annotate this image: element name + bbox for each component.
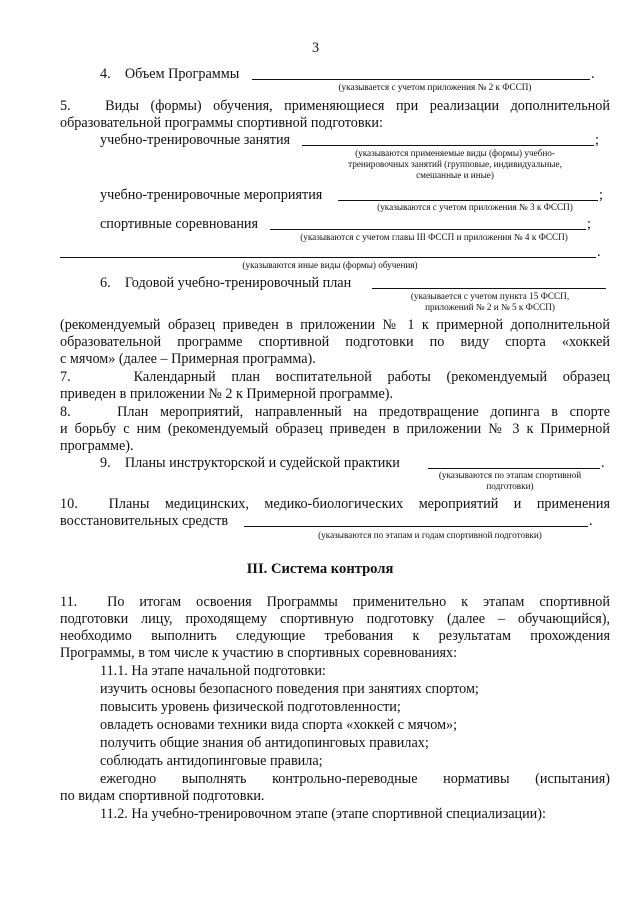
events-end: ;: [599, 187, 603, 203]
item4-label: 4. Объем Программы: [100, 66, 240, 82]
bullet-2: повысить уровень физической подготовленности;: [100, 699, 401, 715]
item6-cont2: образовательной программе спортивной подготовки по виду спорта «хоккей: [60, 334, 610, 350]
training-note: (указываются применяемые виды (формы) учебно-тренировочных занятий (групповые, индивидуальные, смешанные и иные): [348, 148, 562, 180]
section-title: III. Система контроля: [246, 561, 394, 577]
item6-cont3: с мячом» (далее – Примерная программа).: [60, 351, 316, 367]
bullet-3: овладеть основами техники вида спорта «хоккей с мячом»;: [100, 717, 458, 733]
item6-note: (указывается с учетом пункта 15 ФССП, приложений № 2 и № 5 к ФССП): [410, 291, 570, 312]
item9-blank: [428, 468, 600, 469]
events-label: учебно-тренировочные мероприятия: [100, 187, 323, 203]
item9-label: 9. Планы инструкторской и судейской практики: [100, 455, 400, 471]
events-note: (указываются с учетом приложения № 3 к ФССП): [377, 202, 573, 212]
events-blank: [338, 200, 598, 201]
item8-line2: и борьбу с ним (рекомендуемый образец приведен в приложении № 3 к Примерной: [60, 421, 610, 437]
item6-blank: [372, 288, 606, 289]
item7-line2: приведен в приложении № 2 к Примерной программе).: [60, 386, 394, 402]
p11-line3: необходимо выполнить следующие требования к результатам прохождения: [60, 628, 610, 644]
competitions-note: (указываются с учетом главы III ФССП и приложения № 4 к ФССП): [300, 232, 568, 242]
competitions-blank: [270, 229, 586, 230]
training-label: учебно-тренировочные занятия: [100, 132, 291, 148]
bullet-4: получить общие знания об антидопинговых правилах;: [100, 735, 429, 751]
item4-note: (указывается с учетом приложения № 2 к ФССП): [338, 82, 532, 92]
bullet-6-line2: по видам спортивной подготовки.: [60, 788, 265, 804]
item6-label: 6. Годовой учебно-тренировочный план: [100, 275, 352, 291]
item10-note: (указываются по этапам и годам спортивной подготовки): [318, 530, 542, 540]
item10-line2: восстановительных средств: [60, 513, 229, 529]
competitions-end: ;: [587, 216, 591, 232]
p11-line1: 11. По итогам освоения Программы применительно к этапам спортивной: [60, 594, 610, 610]
item10-line1: 10. Планы медицинских, медико-биологических мероприятий и применения: [60, 496, 610, 512]
item8-line3: программе).: [60, 438, 134, 454]
competitions-label: спортивные соревнования: [100, 216, 259, 232]
item7-line1: 7. Календарный план воспитательной работы (рекомендуемый образец: [60, 369, 610, 385]
item10-blank: [244, 526, 588, 527]
item8-line1: 8. План мероприятий, направленный на предотвращение допинга в спорте: [60, 404, 610, 420]
training-blank: [302, 145, 594, 146]
other-note: (указываются иные виды (формы) обучения): [242, 260, 418, 270]
other-end: .: [597, 244, 601, 260]
item6-cont1: (рекомендуемый образец приведен в приложении № 1 к примерной дополнительной: [60, 317, 610, 333]
item10-end: .: [589, 513, 593, 529]
p112: 11.2. На учебно-тренировочном этапе (этапе спортивной специализации):: [100, 806, 546, 822]
p11-line2: подготовки лицу, проходящему спортивную подготовку (далее – обучающийся),: [60, 611, 610, 627]
other-blank: [60, 257, 596, 258]
item4-blank: [252, 79, 590, 80]
bullet-1: изучить основы безопасного поведения при занятиях спортом;: [100, 681, 479, 697]
bullet-5: соблюдать антидопинговые правила;: [100, 753, 323, 769]
p111: 11.1. На этапе начальной подготовки:: [100, 663, 326, 679]
item5-line2: образовательной программы спортивной подготовки:: [60, 115, 383, 131]
training-end: ;: [595, 132, 599, 148]
item9-note: (указываются по этапам спортивной подготовки): [438, 470, 582, 491]
bullet-6-line1: ежегодно выполнять контрольно-переводные нормативы (испытания): [100, 771, 610, 787]
item4-end: .: [591, 66, 595, 82]
page-number: 3: [312, 40, 320, 56]
item9-end: .: [601, 455, 605, 471]
item5-line1: 5. Виды (формы) обучения, применяющиеся при реализации дополнительной: [60, 98, 610, 114]
p11-line4: Программы, в том числе к участию в спортивных соревнованиях:: [60, 645, 458, 661]
